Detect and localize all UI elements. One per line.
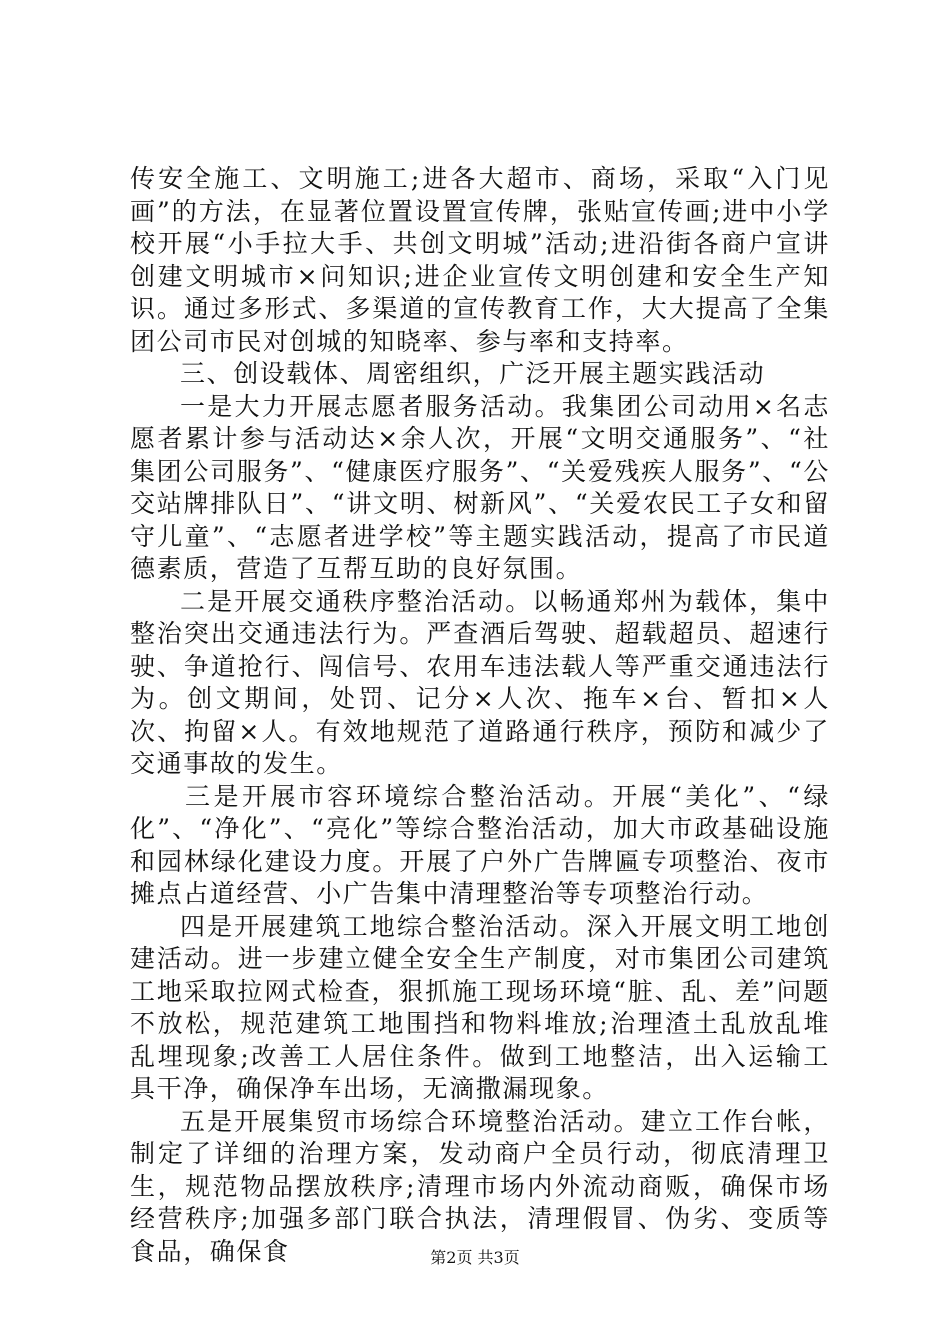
paragraph-continuation: 传安全施工、文明施工;进各大超市、商场，采取“入门见画”的方法，在显著位置设置宣传牌，张贴宣传画;进中小学校开展“小手拉大手、共创文明城”活动;进沿街各商户宣讲创建文明城市×问知识;进企业宣传文明创建和安全生产知识。通过多形式、多渠道的宣传教育工作，大大提高了全集团公司市民对创城的知晓率、参与率和支持率。 [130, 164, 830, 356]
page-number-footer: 第2页 共3页 [430, 1248, 520, 1267]
document-body [130, 163, 830, 1268]
paragraph-city-appearance: 三是开展市容环境综合整治活动。开展“美化”、“绿化”、“净化”、“亮化”等综合整治活动，加大市政基础设施和园林绿化建设力度。开展了户外广告牌匾专项整治、夜市摊点占道经营、小广告集中清理整治等专项整治行动。 [130, 781, 830, 908]
paragraph-volunteer-service: 一是大力开展志愿者服务活动。我集团公司动用×名志愿者累计参与活动达×余人次，开展“文明交通服务”、“社集团公司服务”、“健康医疗服务”、“关爱残疾人服务”、“公交站牌排队日”、“讲文明、树新风”、“关爱农民工子女和留守儿童”、“志愿者进学校”等主题实践活动，提高了市民道德素质，营造了互帮互助的良好氛围。 [130, 391, 830, 583]
paragraph-market-environment: 五是开展集贸市场综合环境整治活动。建立工作台帐，制定了详细的治理方案，发动商户全员行动，彻底清理卫生，规范物品摆放秩序;清理市场内外流动商贩，确保市场经营秩序;加强多部门联合执法，清理假冒、伪劣、变质等食品，确保食 [130, 1106, 830, 1266]
section-heading: 三、创设载体、周密组织，广泛开展主题实践活动 [180, 359, 766, 388]
paragraph-traffic-order: 二是开展交通秩序整治活动。以畅通郑州为载体，集中整治突出交通违法行为。严查酒后驾驶、超载超员、超速行驶、争道抢行、闯信号、农用车违法载人等严重交通违法行为。创文期间，处罚、记分×人次、拖车×台、暂扣×人次、拘留×人。有效地规范了道路通行秩序，预防和减少了交通事故的发生。 [130, 586, 830, 778]
paragraph-construction-sites: 四是开展建筑工地综合整治活动。深入开展文明工地创建活动。进一步建立健全安全生产制度，对市集团公司建筑工地采取拉网式检查，狠抓施工现场环境“脏、乱、差”问题不放松，规范建筑工地围挡和物料堆放;治理渣土乱放乱堆乱埋现象;改善工人居住条件。做到工地整洁，出入运输工具干净，确保净车出场，无滴撒漏现象。 [130, 911, 830, 1103]
